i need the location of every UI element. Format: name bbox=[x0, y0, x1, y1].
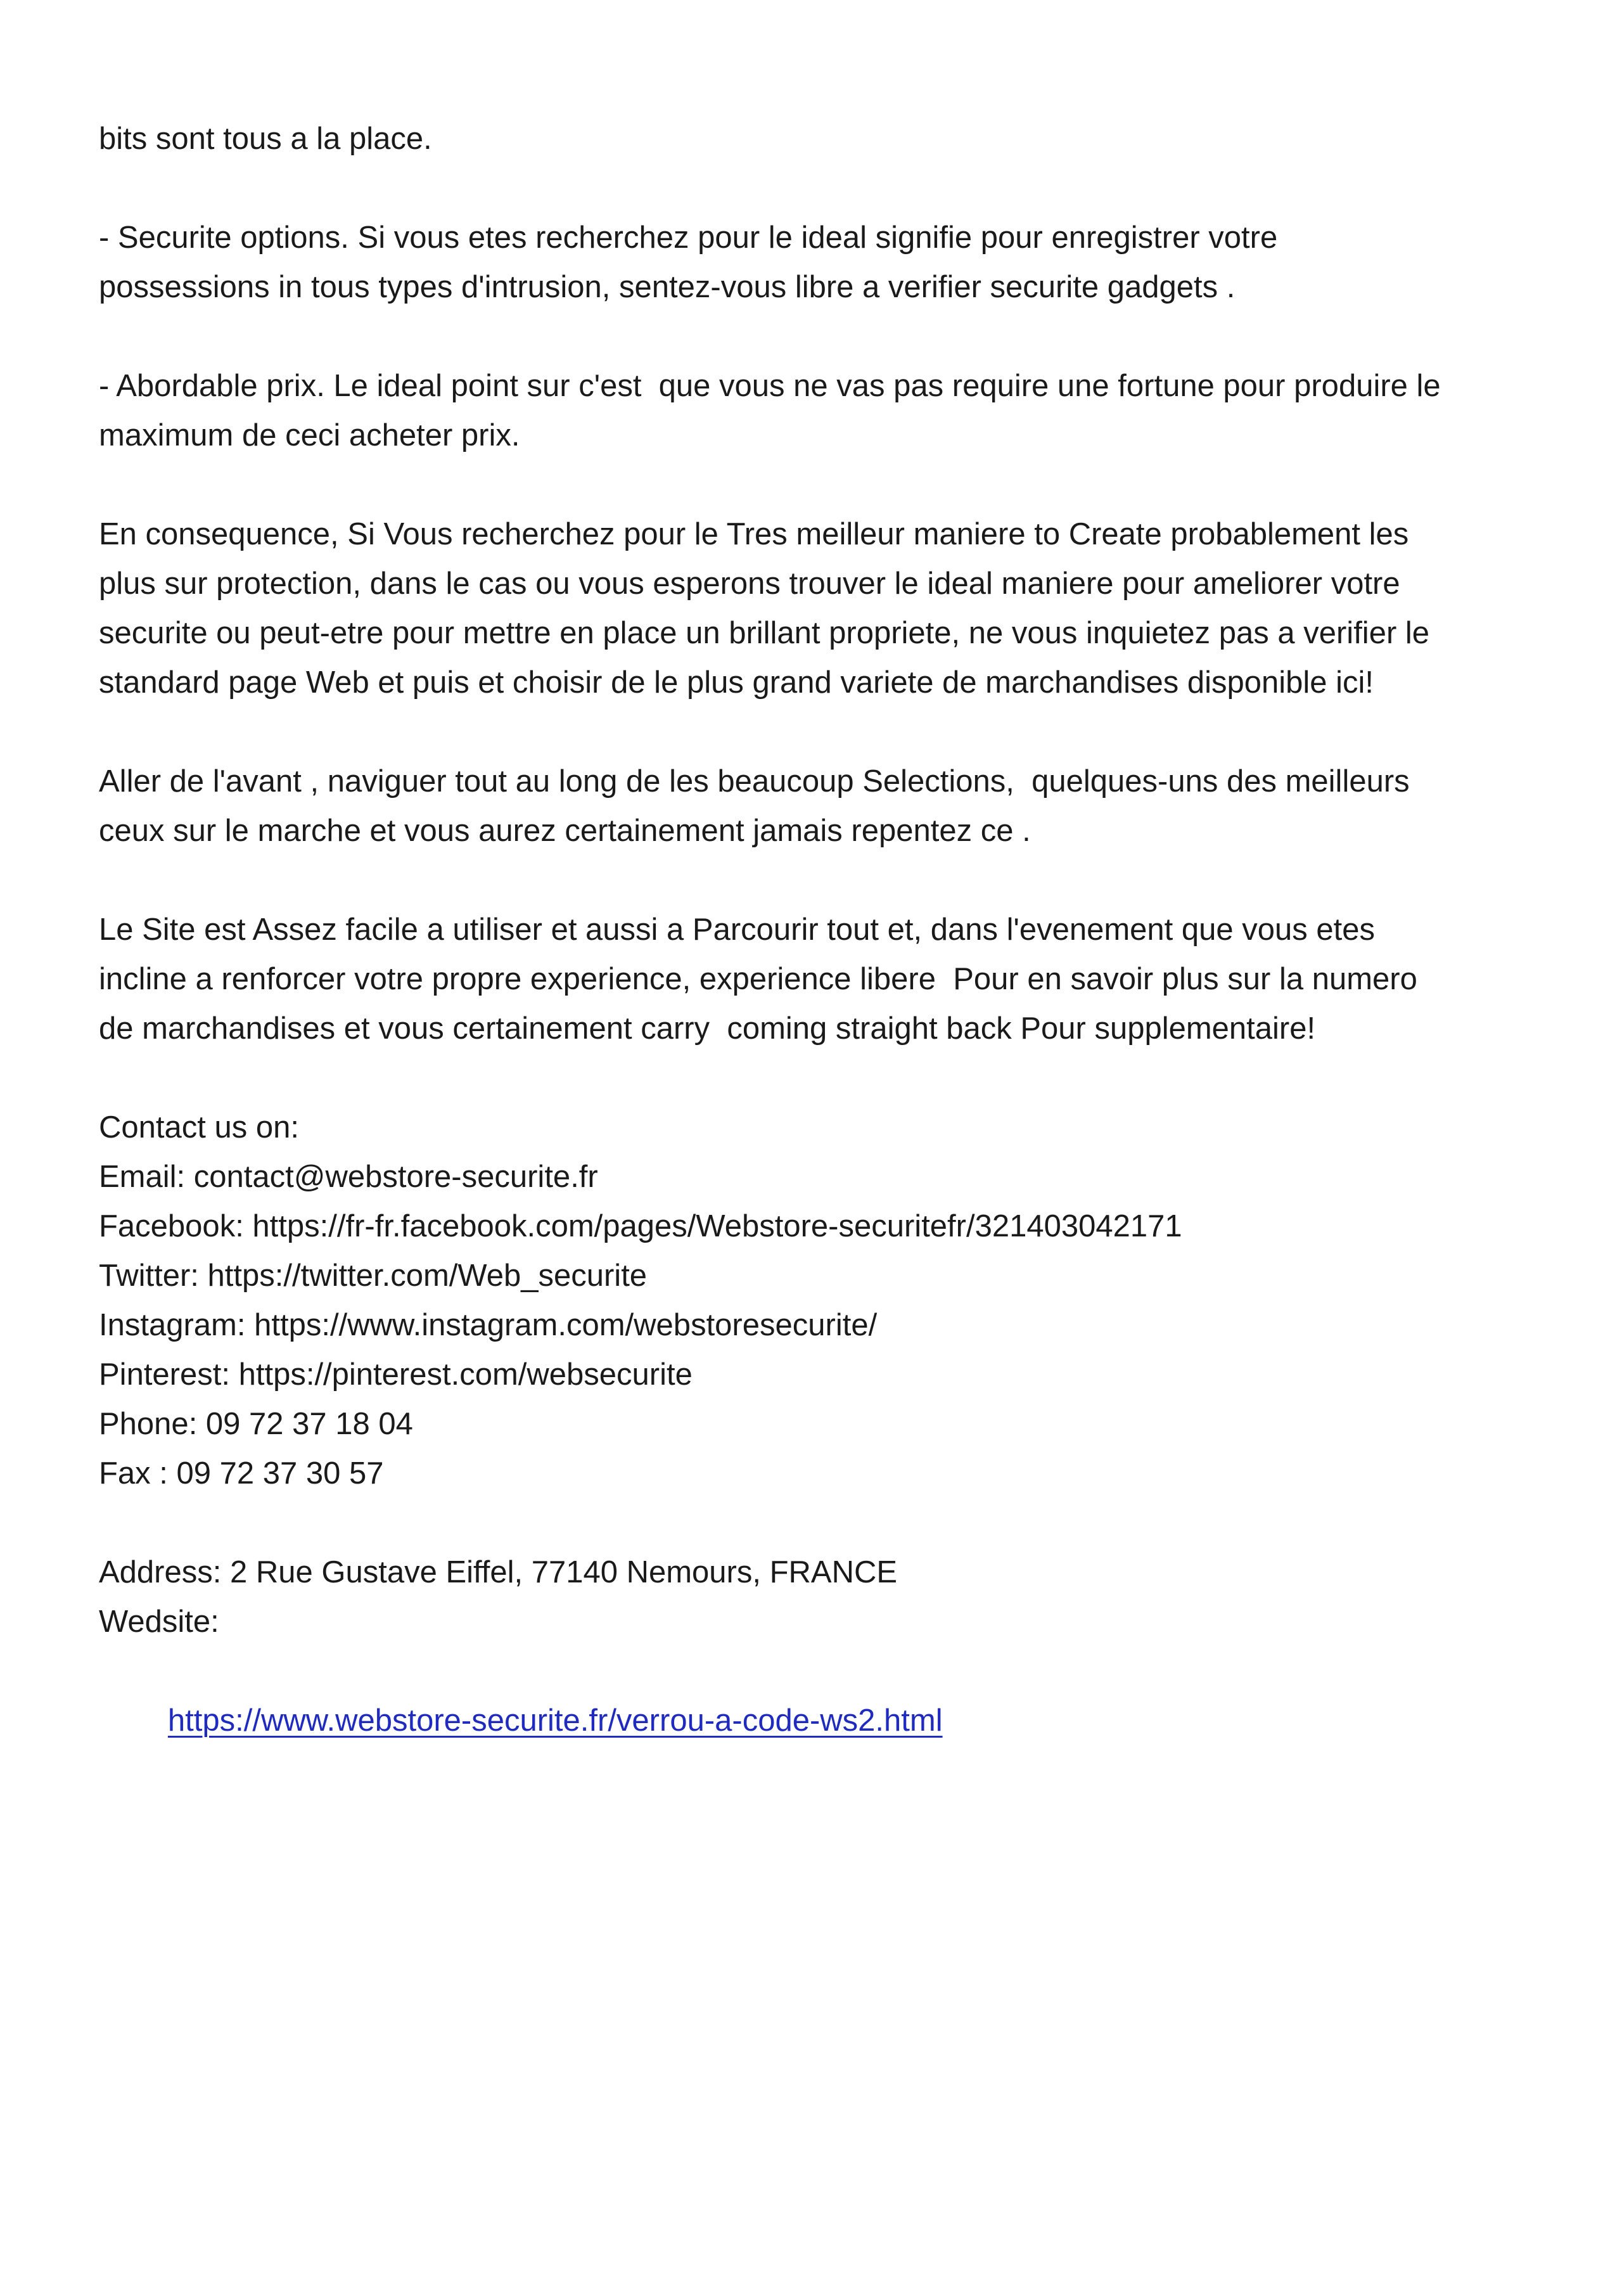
paragraph-aller-avant: Aller de l'avant , naviguer tout au long de les beaucoup Selections, quelques-uns des meilleurs ceux sur le marche et vous aurez certainement jamais repentez ce . bbox=[99, 764, 1410, 848]
website-link[interactable]: https://www.webstore-securite.fr/verrou-a-code-ws2.html bbox=[167, 1703, 943, 1738]
contact-heading: Contact us on: bbox=[99, 1110, 299, 1145]
contact-twitter: Twitter: https://twitter.com/Web_securite bbox=[99, 1259, 648, 1293]
address-block bbox=[99, 1548, 1550, 1795]
website-label: Wedsite: bbox=[99, 1605, 219, 1639]
contact-block bbox=[99, 1103, 1550, 1498]
paragraph-site-facile: Le Site est Assez facile a utiliser et aussi a Parcourir tout et, dans l'evenement que vous etes incline a renforcer votre propre experience, experience libere Pour en savoir plus sur la numero de marchandises et vous certainement carry coming straight back Pour supplementaire! bbox=[99, 913, 1417, 1046]
paragraph-intro-fragment: bits sont tous a la place. bbox=[99, 122, 432, 156]
contact-facebook: Facebook: https://fr-fr.facebook.com/pages/Webstore-securitefr/321403042171 bbox=[99, 1209, 1182, 1243]
paragraph-consequence: En consequence, Si Vous recherchez pour le Tres meilleur maniere to Create probablement les plus sur protection, dans le cas ou vous esperons trouver le ideal maniere pour ameliorer votre securite ou peut-etre pour mettre en place un brillant propriete, ne vous inquietez pas a verifier le standard page Web et puis et choisir de le plus grand variete de marchandises disponible ici! bbox=[99, 517, 1430, 700]
document-body bbox=[99, 114, 1550, 1844]
paragraph-securite-options: - Securite options. Si vous etes recherchez pour le ideal signifie pour enregistrer votre possessions in tous types d'intrusion, sentez-vous libre a verifier securite gadgets . bbox=[99, 221, 1278, 304]
contact-instagram: Instagram: https://www.instagram.com/webstoresecurite/ bbox=[99, 1308, 878, 1342]
contact-phone: Phone: 09 72 37 18 04 bbox=[99, 1407, 413, 1441]
address-line: Address: 2 Rue Gustave Eiffel, 77140 Nemours, FRANCE bbox=[99, 1555, 898, 1589]
paragraph-abordable-prix: - Abordable prix. Le ideal point sur c'est que vous ne vas pas require une fortune pour produire le maximum de ceci acheter prix. bbox=[99, 369, 1441, 452]
contact-fax: Fax : 09 72 37 30 57 bbox=[99, 1456, 384, 1491]
contact-email: Email: contact@webstore-securite.fr bbox=[99, 1160, 598, 1194]
website-link-line bbox=[99, 1646, 1550, 1795]
contact-pinterest: Pinterest: https://pinterest.com/websecurite bbox=[99, 1357, 693, 1392]
